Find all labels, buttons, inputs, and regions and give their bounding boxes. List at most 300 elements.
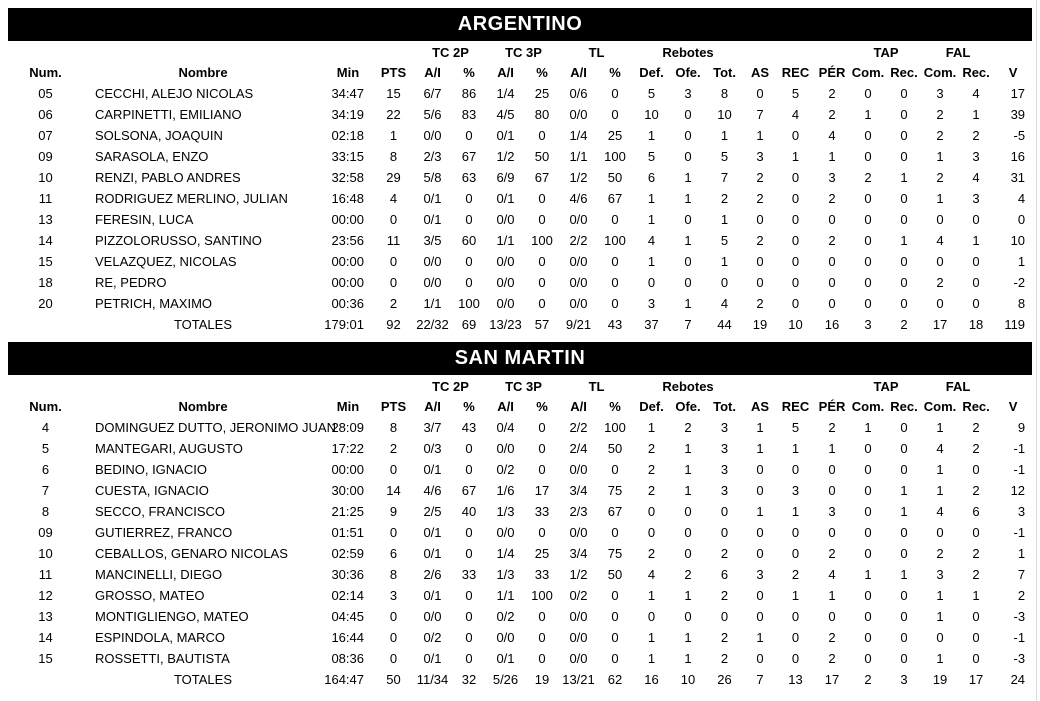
stat-value: 1	[900, 483, 908, 498]
stat-value: 2	[936, 546, 944, 561]
stat-value: 2/3	[569, 504, 588, 519]
stat-value: 0	[864, 651, 872, 666]
player-name: ESPINDOLA, MARCO	[95, 630, 226, 645]
stat-value: 1	[936, 462, 944, 477]
stat-value: 1/1	[423, 296, 442, 311]
stat-value: 1	[684, 630, 692, 645]
stat-value: 0	[900, 86, 908, 101]
stat-value: 1	[1017, 546, 1026, 561]
column-header: Com.	[851, 399, 885, 414]
stat-value: 4	[1017, 191, 1026, 206]
stat-value: 2	[864, 170, 872, 185]
stat-value: 1/1	[496, 233, 515, 248]
stat-value: 0	[972, 525, 980, 540]
stat-value: 1/4	[569, 128, 588, 143]
player-row	[8, 209, 1032, 230]
stat-value: 4/6	[423, 483, 442, 498]
totals-value: 62	[607, 672, 623, 687]
stat-value: 0	[864, 546, 872, 561]
player-name: MANTEGARI, AUGUSTO	[95, 441, 243, 456]
stat-value: 1	[791, 588, 800, 603]
stat-value: 3	[684, 86, 692, 101]
stat-value: -1	[1013, 441, 1026, 456]
stat-value: 14	[386, 483, 401, 498]
stat-value: 0	[900, 107, 908, 122]
stat-value: 100	[604, 420, 626, 435]
stat-value: 0/2	[496, 609, 515, 624]
stat-value: 0	[900, 630, 908, 645]
stat-value: 0	[611, 86, 619, 101]
stat-value: 2	[828, 546, 836, 561]
totals-value: 5/26	[492, 672, 519, 687]
stat-value: 0	[900, 525, 908, 540]
stat-value: 7	[720, 170, 729, 185]
stat-value: 1/1	[569, 149, 588, 164]
stat-value: 02:14	[331, 588, 364, 603]
column-header: %	[463, 399, 475, 414]
stat-value: 0	[864, 296, 872, 311]
stat-value: 25	[607, 128, 623, 143]
stat-value: 6	[720, 567, 729, 582]
group-header: TC 3P	[505, 45, 542, 60]
stat-value: 30:36	[331, 567, 364, 582]
column-header: V	[1008, 399, 1018, 414]
stat-value: 9	[1017, 420, 1026, 435]
stat-value: 0	[465, 525, 473, 540]
totals-row	[8, 314, 1032, 335]
stat-value: 2	[972, 441, 980, 456]
stat-value: 2	[828, 86, 836, 101]
player-name: RODRIGUEZ MERLINO, JULIAN	[95, 191, 288, 206]
player-row	[8, 83, 1032, 104]
stat-value: 0/0	[569, 254, 588, 269]
player-number: 15	[38, 651, 53, 666]
stat-value: 60	[461, 233, 477, 248]
stat-value: 0	[791, 630, 800, 645]
stat-value: 16:44	[331, 630, 364, 645]
player-number: 5	[41, 441, 50, 456]
stat-value: 0/1	[423, 462, 442, 477]
stat-value: 2/6	[423, 567, 442, 582]
stat-value: 0	[936, 630, 944, 645]
stat-value: 0	[864, 275, 872, 290]
player-number: 14	[38, 630, 53, 645]
player-number: 6	[41, 462, 50, 477]
column-header: Min	[336, 399, 360, 414]
column-header: Ofe.	[675, 65, 701, 80]
player-row	[8, 104, 1032, 125]
stat-value: 0	[972, 212, 980, 227]
stat-value: 0	[389, 212, 398, 227]
stat-value: 2	[756, 296, 764, 311]
stat-value: 4	[647, 233, 656, 248]
stat-value: 0	[864, 86, 872, 101]
stat-value: 5	[647, 149, 656, 164]
stat-value: 1/2	[496, 149, 515, 164]
player-row	[8, 230, 1032, 251]
stat-value: 0	[684, 107, 692, 122]
player-name: RE, PEDRO	[95, 275, 167, 290]
stat-value: 1	[972, 107, 980, 122]
stat-value: 4	[972, 86, 980, 101]
stat-value: 2	[972, 546, 980, 561]
stat-value: 0	[538, 630, 546, 645]
totals-value: 13	[788, 672, 803, 687]
stat-value: 1	[756, 441, 764, 456]
group-header	[8, 43, 414, 62]
stat-value: 0	[972, 296, 980, 311]
stat-value: 83	[461, 107, 477, 122]
stat-value: 0/0	[496, 212, 515, 227]
stats-table	[8, 377, 1032, 690]
player-row	[8, 438, 1032, 459]
stat-value: 0	[465, 128, 473, 143]
stat-value: 0/0	[496, 275, 515, 290]
stat-value: 100	[604, 233, 626, 248]
stat-value: 0	[756, 546, 764, 561]
stat-value: 3	[647, 296, 656, 311]
stat-value: 2/5	[423, 504, 442, 519]
stat-value: 4	[936, 441, 944, 456]
column-header: Nombre	[178, 65, 228, 80]
stat-value: 0	[611, 651, 619, 666]
stat-value: 3	[972, 191, 980, 206]
stat-value: 0	[864, 525, 872, 540]
stat-value: 0	[538, 651, 546, 666]
stat-value: 2	[389, 441, 398, 456]
stat-value: 0	[684, 609, 692, 624]
stat-value: 0	[828, 525, 836, 540]
stat-value: 2	[756, 233, 764, 248]
stat-value: 1	[684, 588, 692, 603]
group-header: Rebotes	[662, 45, 714, 60]
stat-value: 0	[611, 609, 619, 624]
group-header	[8, 377, 414, 396]
stat-value: 2	[828, 630, 836, 645]
stat-value: 7	[1017, 567, 1026, 582]
stat-value: 32:58	[331, 170, 364, 185]
stat-value: 0	[720, 525, 729, 540]
stat-value: 3	[756, 567, 764, 582]
stat-value: 1	[647, 254, 656, 269]
stat-value: 2	[936, 275, 944, 290]
stat-value: 0	[611, 525, 619, 540]
player-name: BEDINO, IGNACIO	[95, 462, 207, 477]
stat-value: 1	[684, 191, 692, 206]
stat-value: 0	[647, 609, 656, 624]
column-header: Rec.	[890, 65, 918, 80]
stat-value: 29	[386, 170, 401, 185]
stat-value: 0	[791, 275, 800, 290]
stat-value: 1	[756, 630, 764, 645]
stat-value: 0	[684, 212, 692, 227]
stat-value: 25	[534, 546, 550, 561]
stat-value: 1	[864, 107, 872, 122]
team-title-bar	[8, 8, 1032, 41]
player-name: DOMINGUEZ DUTTO, JERONIMO JUAN	[95, 420, 336, 435]
stat-value: 17:22	[331, 441, 364, 456]
player-name: SARASOLA, ENZO	[95, 149, 209, 164]
stat-value: 0	[936, 296, 944, 311]
stat-value: 0	[864, 128, 872, 143]
column-header: %	[536, 399, 548, 414]
stat-value: 3	[791, 483, 800, 498]
column-header: A/I	[570, 399, 587, 414]
stat-value: 0	[611, 296, 619, 311]
stat-value: 50	[607, 441, 623, 456]
stat-value: 0	[900, 128, 908, 143]
column-header: REC	[781, 399, 810, 414]
stat-value: 1	[936, 651, 944, 666]
stat-value: 0	[900, 296, 908, 311]
stat-value: 2	[720, 651, 729, 666]
stat-value: 0	[389, 462, 398, 477]
stat-value: 1	[647, 420, 656, 435]
player-number: 11	[38, 191, 53, 206]
stat-value: 0	[756, 462, 764, 477]
stat-value: 1	[684, 462, 692, 477]
stat-value: 2	[756, 191, 764, 206]
stat-value: 75	[607, 483, 623, 498]
stat-value: 2	[647, 483, 656, 498]
totals-value: 7	[756, 672, 764, 687]
player-row	[8, 188, 1032, 209]
stat-value: 0	[465, 588, 473, 603]
stat-value: 0	[900, 609, 908, 624]
stat-value: 0/0	[496, 525, 515, 540]
stat-value: 0/1	[496, 191, 515, 206]
stat-value: 0	[864, 191, 872, 206]
column-header: Com.	[851, 65, 885, 80]
stat-value: 33:15	[331, 149, 364, 164]
group-header: TL	[588, 45, 605, 60]
player-name: GROSSO, MATEO	[95, 588, 205, 603]
stat-value: 04:45	[331, 609, 364, 624]
stat-value: 3/7	[423, 420, 442, 435]
stat-value: 7	[756, 107, 764, 122]
player-name: CUESTA, IGNACIO	[95, 483, 209, 498]
stat-value: 31	[1010, 170, 1026, 185]
totals-row	[8, 669, 1032, 690]
group-header: TC 2P	[432, 45, 469, 60]
stat-value: 0	[538, 462, 546, 477]
group-header-row	[8, 377, 1032, 396]
totals-value: 24	[1010, 672, 1026, 687]
stat-value: 3	[720, 441, 729, 456]
stat-value: 0	[684, 525, 692, 540]
player-number: 14	[38, 233, 53, 248]
column-header: %	[463, 65, 475, 80]
stat-value: 15	[386, 86, 401, 101]
stat-value: 33	[534, 567, 550, 582]
stat-value: 4	[936, 233, 944, 248]
stat-value: 0	[900, 191, 908, 206]
stat-value: 4/5	[496, 107, 515, 122]
stat-value: 2	[756, 170, 764, 185]
player-row	[8, 606, 1032, 627]
stat-value: 0/0	[423, 254, 442, 269]
stat-value: -3	[1013, 651, 1026, 666]
stat-value: 5	[720, 233, 729, 248]
stat-value: 2/3	[423, 149, 442, 164]
stat-value: 1/1	[496, 588, 515, 603]
stat-value: 0/0	[423, 609, 442, 624]
stat-value: 3	[389, 588, 398, 603]
stat-value: 3	[828, 170, 836, 185]
stat-value: 67	[461, 483, 477, 498]
stat-value: 0	[791, 651, 800, 666]
stat-value: 6/7	[423, 86, 442, 101]
stat-value: 4	[828, 128, 836, 143]
stat-value: 0	[538, 420, 546, 435]
stat-value: 2	[684, 420, 692, 435]
stat-value: 6/9	[496, 170, 515, 185]
totals-value: 92	[386, 317, 401, 332]
totals-value: 69	[461, 317, 477, 332]
stat-value: 0/6	[569, 86, 588, 101]
stat-value: 43	[461, 420, 477, 435]
totals-label: TOTALES	[173, 317, 233, 332]
stat-value: 2	[828, 420, 836, 435]
stat-value: 4/6	[569, 191, 588, 206]
stat-value: 8	[1017, 296, 1026, 311]
stat-value: 1	[936, 191, 944, 206]
stat-value: 0/0	[423, 275, 442, 290]
stat-value: 0	[611, 107, 619, 122]
totals-value: 22/32	[416, 317, 449, 332]
column-header: %	[609, 399, 621, 414]
stat-value: 2	[720, 630, 729, 645]
stat-value: 2	[720, 588, 729, 603]
stat-value: 0	[791, 128, 800, 143]
stat-value: 02:59	[331, 546, 364, 561]
totals-value: 9/21	[565, 317, 592, 332]
stat-value: 0	[756, 483, 764, 498]
stat-value: 0	[864, 212, 872, 227]
stat-value: -1	[1013, 462, 1026, 477]
stat-value: 0	[647, 525, 656, 540]
stat-value: -3	[1013, 609, 1026, 624]
group-header	[743, 377, 850, 396]
stat-value: 1	[900, 504, 908, 519]
stat-value: 40	[461, 504, 477, 519]
player-number: 11	[38, 567, 53, 582]
stat-value: 10	[717, 107, 732, 122]
stat-value: 3	[828, 504, 836, 519]
player-row	[8, 480, 1032, 501]
stat-value: 2	[936, 107, 944, 122]
stat-value: 1	[900, 233, 908, 248]
column-header-row	[8, 396, 1032, 417]
stat-value: 2/2	[569, 233, 588, 248]
totals-value: 17	[932, 317, 948, 332]
player-row	[8, 272, 1032, 293]
player-row	[8, 251, 1032, 272]
stat-value: 1	[684, 483, 692, 498]
stat-value: 0	[465, 254, 473, 269]
stat-value: 0	[791, 233, 800, 248]
stat-value: 1	[720, 212, 729, 227]
totals-value: 2	[900, 317, 908, 332]
stat-value: 16:48	[331, 191, 364, 206]
column-header: Rec.	[962, 399, 990, 414]
stat-value: 0	[389, 651, 398, 666]
stat-value: 25	[534, 86, 550, 101]
column-header: Nombre	[178, 399, 228, 414]
column-header: Tot.	[713, 65, 736, 80]
stat-value: 33	[461, 567, 477, 582]
column-header: A/I	[424, 399, 441, 414]
stat-value: 50	[607, 170, 623, 185]
stat-value: 08:36	[331, 651, 364, 666]
stat-value: 0	[611, 275, 619, 290]
stat-value: 1/6	[496, 483, 515, 498]
stat-value: 0/0	[569, 462, 588, 477]
player-row	[8, 627, 1032, 648]
stat-value: 2/4	[569, 441, 588, 456]
stat-value: 1	[684, 651, 692, 666]
stat-value: 0	[465, 191, 473, 206]
stat-value: 0/1	[423, 212, 442, 227]
window-edge-divider	[1036, 0, 1037, 701]
stat-value: 0	[684, 504, 692, 519]
totals-value: 16	[644, 672, 659, 687]
column-header: A/I	[424, 65, 441, 80]
stat-value: 1	[756, 504, 764, 519]
player-name: VELAZQUEZ, NICOLAS	[95, 254, 237, 269]
stat-value: 0	[538, 128, 546, 143]
stat-value: 1	[647, 630, 656, 645]
stat-value: 75	[607, 546, 623, 561]
stat-value: 8	[720, 86, 729, 101]
stat-value: 0	[611, 630, 619, 645]
column-header: Tot.	[713, 399, 736, 414]
stat-value: 28:09	[331, 420, 364, 435]
stat-value: 1	[647, 651, 656, 666]
stat-value: 1	[828, 588, 836, 603]
stat-value: 6	[389, 546, 398, 561]
group-header	[994, 377, 1032, 396]
player-row	[8, 293, 1032, 314]
stat-value: 1	[756, 128, 764, 143]
stat-value: 0	[864, 609, 872, 624]
player-name: ROSSETTI, BAUTISTA	[95, 651, 230, 666]
player-number: 7	[41, 483, 50, 498]
totals-value: 10	[788, 317, 803, 332]
player-number: 09	[38, 525, 53, 540]
stat-value: 1/2	[569, 567, 588, 582]
stat-value: 2	[720, 546, 729, 561]
stat-value: 50	[534, 149, 550, 164]
stat-value: 6	[972, 504, 980, 519]
stat-value: 2	[972, 483, 980, 498]
stat-value: 2	[828, 191, 836, 206]
stat-value: 0/0	[569, 630, 588, 645]
stat-value: 1	[936, 483, 944, 498]
stat-value: 1	[828, 441, 836, 456]
stat-value: 0/0	[423, 128, 442, 143]
stat-value: 3	[756, 149, 764, 164]
stat-value: 34:47	[331, 86, 364, 101]
column-header: %	[536, 65, 548, 80]
stat-value: 00:00	[331, 462, 364, 477]
player-name: FERESIN, LUCA	[95, 212, 194, 227]
player-number: 06	[38, 107, 53, 122]
stat-value: 1	[791, 149, 800, 164]
stat-value: 0/1	[423, 525, 442, 540]
stat-value: 3	[936, 86, 944, 101]
stat-value: 0	[900, 546, 908, 561]
